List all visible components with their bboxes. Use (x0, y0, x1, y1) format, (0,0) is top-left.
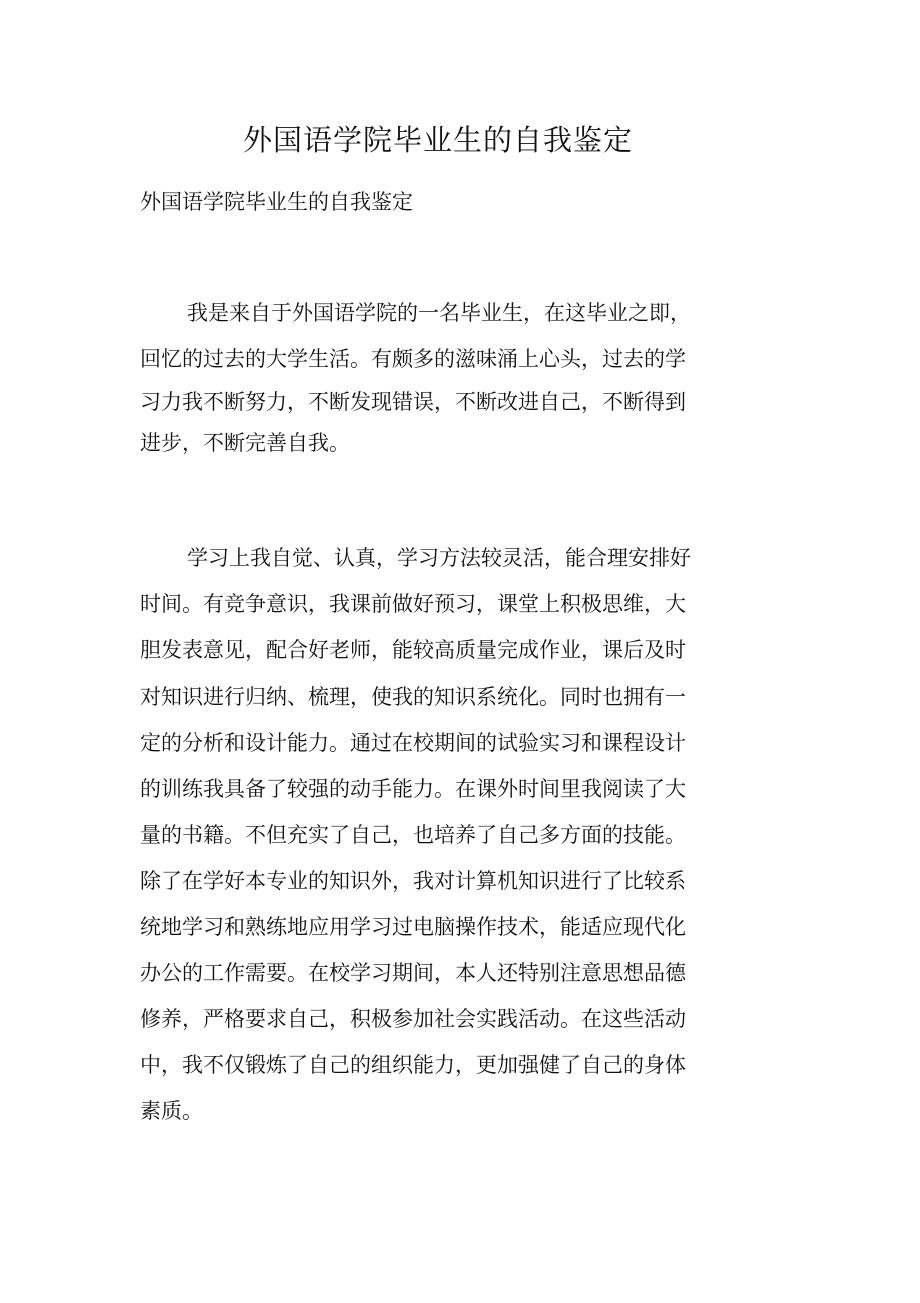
paragraph-line: 进步，不断完善自我。 (140, 431, 350, 455)
paragraph-line: 素质。 (140, 1099, 203, 1123)
paragraph-line: 量的书籍。不但充实了自己，也培养了自己多方面的技能。 (140, 823, 686, 847)
paragraph-line: 时间。有竞争意识，我课前做好预习，课堂上积极思维，大 (140, 592, 686, 616)
document-title: 外国语学院毕业生的自我鉴定 (242, 123, 633, 157)
paragraph-line: 习力我不断努力，不断发现错误，不断改进自己，不断得到 (140, 390, 686, 414)
paragraph-line: 统地学习和熟练地应用学习过电脑操作技术，能适应现代化 (140, 915, 686, 939)
paragraph-line: 对知识进行归纳、梳理，使我的知识系统化。同时也拥有一 (140, 685, 686, 709)
paragraph-line: 修养，严格要求自己，积极参加社会实践活动。在这些活动 (140, 1007, 686, 1031)
paragraph-line: 胆发表意见，配合好老师，能较高质量完成作业，课后及时 (140, 638, 686, 662)
paragraph-line: 办公的工作需要。在校学习期间，本人还特别注意思想品德 (140, 961, 686, 985)
paragraph-line: 我是来自于外国语学院的一名毕业生，在这毕业之即， (187, 301, 691, 325)
paragraph-line: 除了在学好本专业的知识外，我对计算机知识进行了比较系 (140, 869, 686, 893)
paragraph-line: 学习上我自觉、认真，学习方法较灵活，能合理安排好 (187, 546, 691, 570)
document-subtitle: 外国语学院毕业生的自我鉴定 (140, 190, 413, 214)
paragraph-line: 中，我不仅锻炼了自己的组织能力，更加强健了自己的身体 (140, 1053, 686, 1077)
paragraph-line: 的训练我具备了较强的动手能力。在课外时间里我阅读了大 (140, 777, 686, 801)
paragraph-line: 回忆的过去的大学生活。有颇多的滋味涌上心头，过去的学 (140, 347, 686, 371)
paragraph-line: 定的分析和设计能力。通过在校期间的试验实习和课程设计 (140, 731, 686, 755)
